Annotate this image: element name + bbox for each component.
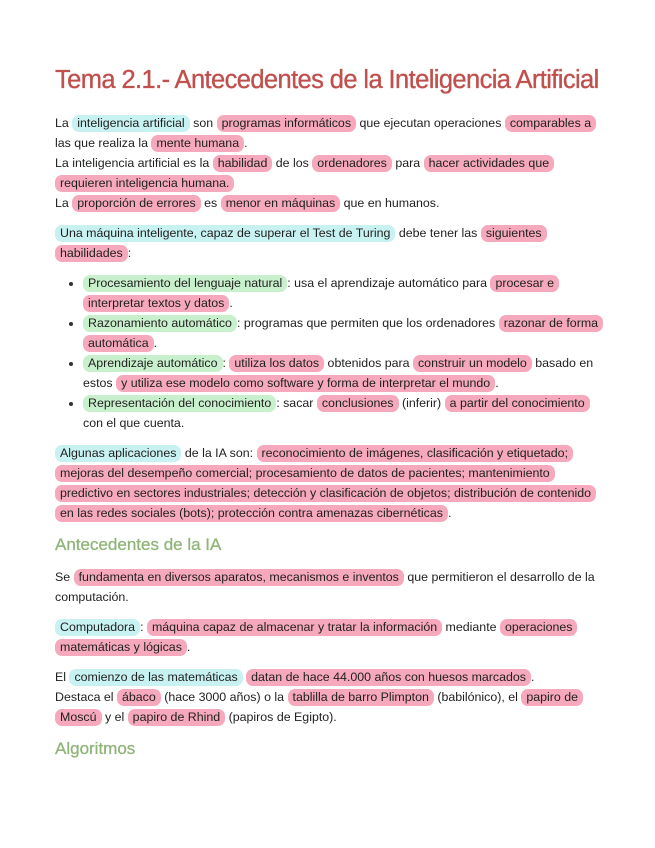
text-run: para: [391, 156, 424, 170]
list-item: [83, 313, 603, 353]
highlight-skill-detail: razonar de forma automática: [83, 315, 603, 352]
text-run: La: [55, 116, 73, 130]
highlight-skill-detail: conclusiones: [317, 395, 399, 412]
highlight-skill-detail: a partir del conocimiento: [445, 395, 590, 412]
text-run: Se: [55, 570, 74, 584]
text-run: (babilónico), el: [433, 690, 522, 704]
turing-paragraph: [55, 223, 603, 263]
highlight-skill-detail: procesar e interpretar textos y datos: [83, 275, 559, 312]
text-run: .: [186, 640, 191, 654]
text-run: .: [531, 670, 535, 684]
text-run: .: [447, 506, 452, 520]
highlight-ia: inteligencia artificial: [72, 115, 189, 132]
highlight-skill-name: Razonamiento automático: [83, 315, 237, 332]
text-run: mediante: [442, 620, 500, 634]
text-run: :: [222, 356, 230, 370]
text-run: es: [200, 196, 221, 210]
page-title: Tema 2.1.- Antecedentes de la Inteligencia Artificial: [55, 66, 599, 94]
highlight-skill-name: Representación del conocimiento: [83, 395, 276, 412]
highlight-skill-detail: construir un modelo: [413, 355, 532, 372]
text-run: .: [495, 376, 499, 390]
highlight-actividades: hacer actividades que requieren inteligencia humana.: [55, 155, 554, 192]
text-run: de los: [272, 156, 313, 170]
text-run: (hace 3000 años) o la: [160, 690, 288, 704]
highlight-habilidad: habilidad: [213, 155, 273, 172]
highlight-comparables: comparables a: [505, 115, 596, 132]
text-run: basado en estos: [83, 356, 594, 390]
text-run: obtenidos para: [324, 356, 413, 370]
highlight-applications-list: reconocimiento de imágenes, clasificación y etiquetado; mejoras del desempeño comercial; procesamiento de datos de pacientes; mantenimiento predictivo en sectores industriales; detección y clasificación de objetos; distribución de contenido en las redes sociales (bots); protección contra amenazas cibernéticas: [55, 445, 596, 522]
list-item: [83, 393, 603, 433]
intro-paragraph: [55, 113, 603, 213]
text-run: : usa el aprendizaje automático para: [287, 276, 491, 290]
text-run: La inteligencia artificial es la: [55, 156, 213, 170]
section-heading-algoritmos: Algoritmos: [55, 739, 136, 758]
highlight-plimpton: tablilla de barro Plimpton: [288, 689, 434, 706]
text-run: con el que cuenta.: [83, 416, 185, 430]
text-run: debe tener las: [395, 226, 481, 240]
text-run: :: [140, 620, 147, 634]
text-run: .: [244, 136, 248, 150]
text-run: El: [55, 670, 70, 684]
text-run: .: [153, 336, 158, 350]
highlight-huesos: datan de hace 44.000 años con huesos marcados: [246, 669, 531, 686]
text-run: que permitieron el desarrollo de la computación.: [55, 570, 595, 604]
text-run: y el: [101, 710, 128, 724]
highlight-habilidades: siguientes habilidades: [55, 225, 547, 262]
highlight-turing: Una máquina inteligente, capaz de superar el Test de Turing: [55, 225, 395, 242]
text-run: (papiros de Egipto).: [225, 710, 337, 724]
highlight-ordenadores: ordenadores: [312, 155, 392, 172]
text-run: Destaca el: [55, 690, 117, 704]
text-run: : programas que permiten que los ordenadores: [236, 316, 499, 330]
highlight-computadora: Computadora: [55, 619, 140, 636]
highlight-proporcion-errores: proporción de errores: [72, 195, 200, 212]
computadora-paragraph: [55, 617, 603, 657]
text-run: .: [229, 296, 233, 310]
fundamenta-paragraph: [55, 567, 603, 607]
text-run: son: [189, 116, 217, 130]
highlight-mente-humana: mente humana: [151, 135, 244, 152]
highlight-skill-detail: y utiliza ese modelo como software y forma de interpretar el mundo: [116, 375, 495, 392]
highlight-skill-detail: utiliza los datos: [229, 355, 324, 372]
section-heading-antecedentes: Antecedentes de la IA: [55, 535, 222, 554]
highlight-programas: programas informáticos: [217, 115, 356, 132]
text-run: que ejecutan operaciones: [356, 116, 505, 130]
text-run: :: [127, 246, 132, 260]
text-run: : sacar: [276, 396, 317, 410]
highlight-aplicaciones: Algunas aplicaciones: [55, 445, 181, 462]
text-run: La: [55, 196, 73, 210]
list-item: [83, 273, 603, 313]
list-item: [83, 353, 603, 393]
highlight-papiro-rhind: papiro de Rhind: [128, 709, 226, 726]
text-run: las que realiza la: [55, 136, 152, 150]
highlight-abaco: ábaco: [117, 689, 161, 706]
highlight-menor-maquinas: menor en máquinas: [221, 195, 341, 212]
text-run: de la IA son:: [181, 446, 257, 460]
text-run: que en humanos.: [340, 196, 440, 210]
highlight-comienzo: comienzo de las matemáticas: [69, 669, 242, 686]
skills-list: [55, 273, 603, 433]
text-run: (inferir): [398, 396, 445, 410]
highlight-skill-name: Procesamiento del lenguaje natural: [83, 275, 287, 292]
highlight-papiro-moscu: papiro de Moscú: [55, 689, 583, 726]
highlight-fundamenta: fundamenta en diversos aparatos, mecanismos e inventos: [74, 569, 404, 586]
applications-paragraph: [55, 443, 603, 523]
history-paragraph: [55, 667, 603, 727]
highlight-maquina: máquina capaz de almacenar y tratar la información: [147, 619, 442, 636]
highlight-operaciones: operaciones matemáticas y lógicas: [55, 619, 577, 656]
highlight-skill-name: Aprendizaje automático: [83, 355, 223, 372]
